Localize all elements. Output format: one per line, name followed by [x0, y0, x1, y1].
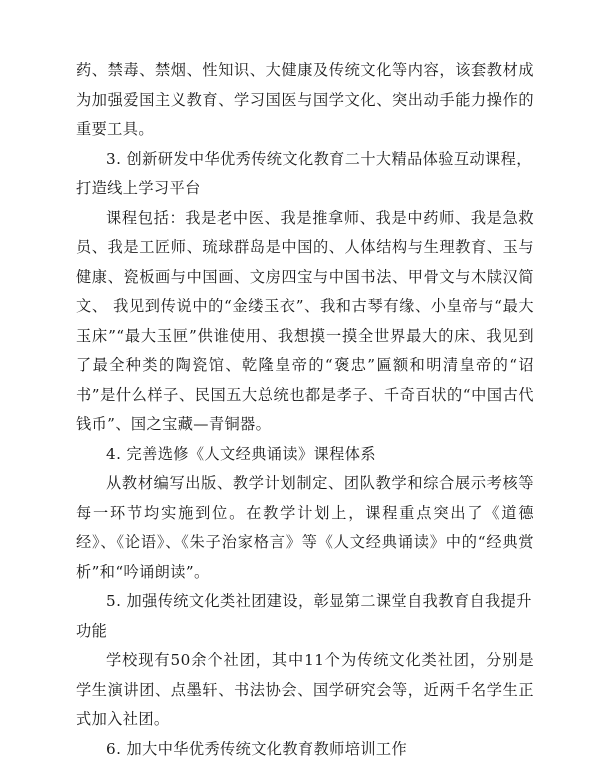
- section-heading-4: 4. 完善选修《人文经典诵读》课程体系: [106, 444, 376, 463]
- paragraph-continuation: 药、禁毒、禁烟、性知识、大健康及传统文化等内容，该套教材成为加强爱国主义教育、学习国医与国学文化、突出动手能力操作的重要工具。: [76, 61, 534, 138]
- section-heading-3: 3. 创新研发中华优秀传统文化教育二十大精品体验互动课程，打造线上学习平台: [76, 149, 532, 197]
- document-page: [76, 56, 534, 764]
- paragraph-clubs: 学校现有50余个社团，其中11个为传统文化类社团，分别是学生演讲团、点墨轩、书法协会、国学研究会等，近两千名学生正式加入社团。: [76, 651, 534, 728]
- paragraph-classics-reading: 从教材编写出版、教学计划制定、团队教学和综合展示考核等每一环节均实施到位。在教学计划上，课程重点突出了《道德经》、《论语》、《朱子治家格言》等《人文经典诵读》中的“经典赏析”和“吟诵朗读”。: [76, 474, 534, 581]
- section-heading-5: 5. 加强传统文化类社团建设，彰显第二课堂自我教育自我提升功能: [76, 592, 532, 640]
- paragraph-course-list: 课程包括：我是老中医、我是推拿师、我是中药师、我是急救员、我是工匠师、琉球群岛是中国的、人体结构与生理教育、玉与健康、瓷板画与中国画、文房四宝与中国书法、甲骨文与木牍汉简文、 我见到传说中的“金缕玉衣”、我和古琴有缘、小皇帝与“最大玉床”“最大玉匣”供谁使用、我想摸一摸全世界最大的床、我见到了最全种类的陶瓷馆、乾隆皇帝的“褒忠”匾额和明清皇帝的“诏书”是什么样子、民国五大总统也都是孝子、千奇百状的“中国古代钱币”、国之宝藏—青铜器。: [76, 208, 534, 433]
- section-heading-6: 6. 加大中华优秀传统文化教育教师培训工作: [106, 739, 408, 758]
